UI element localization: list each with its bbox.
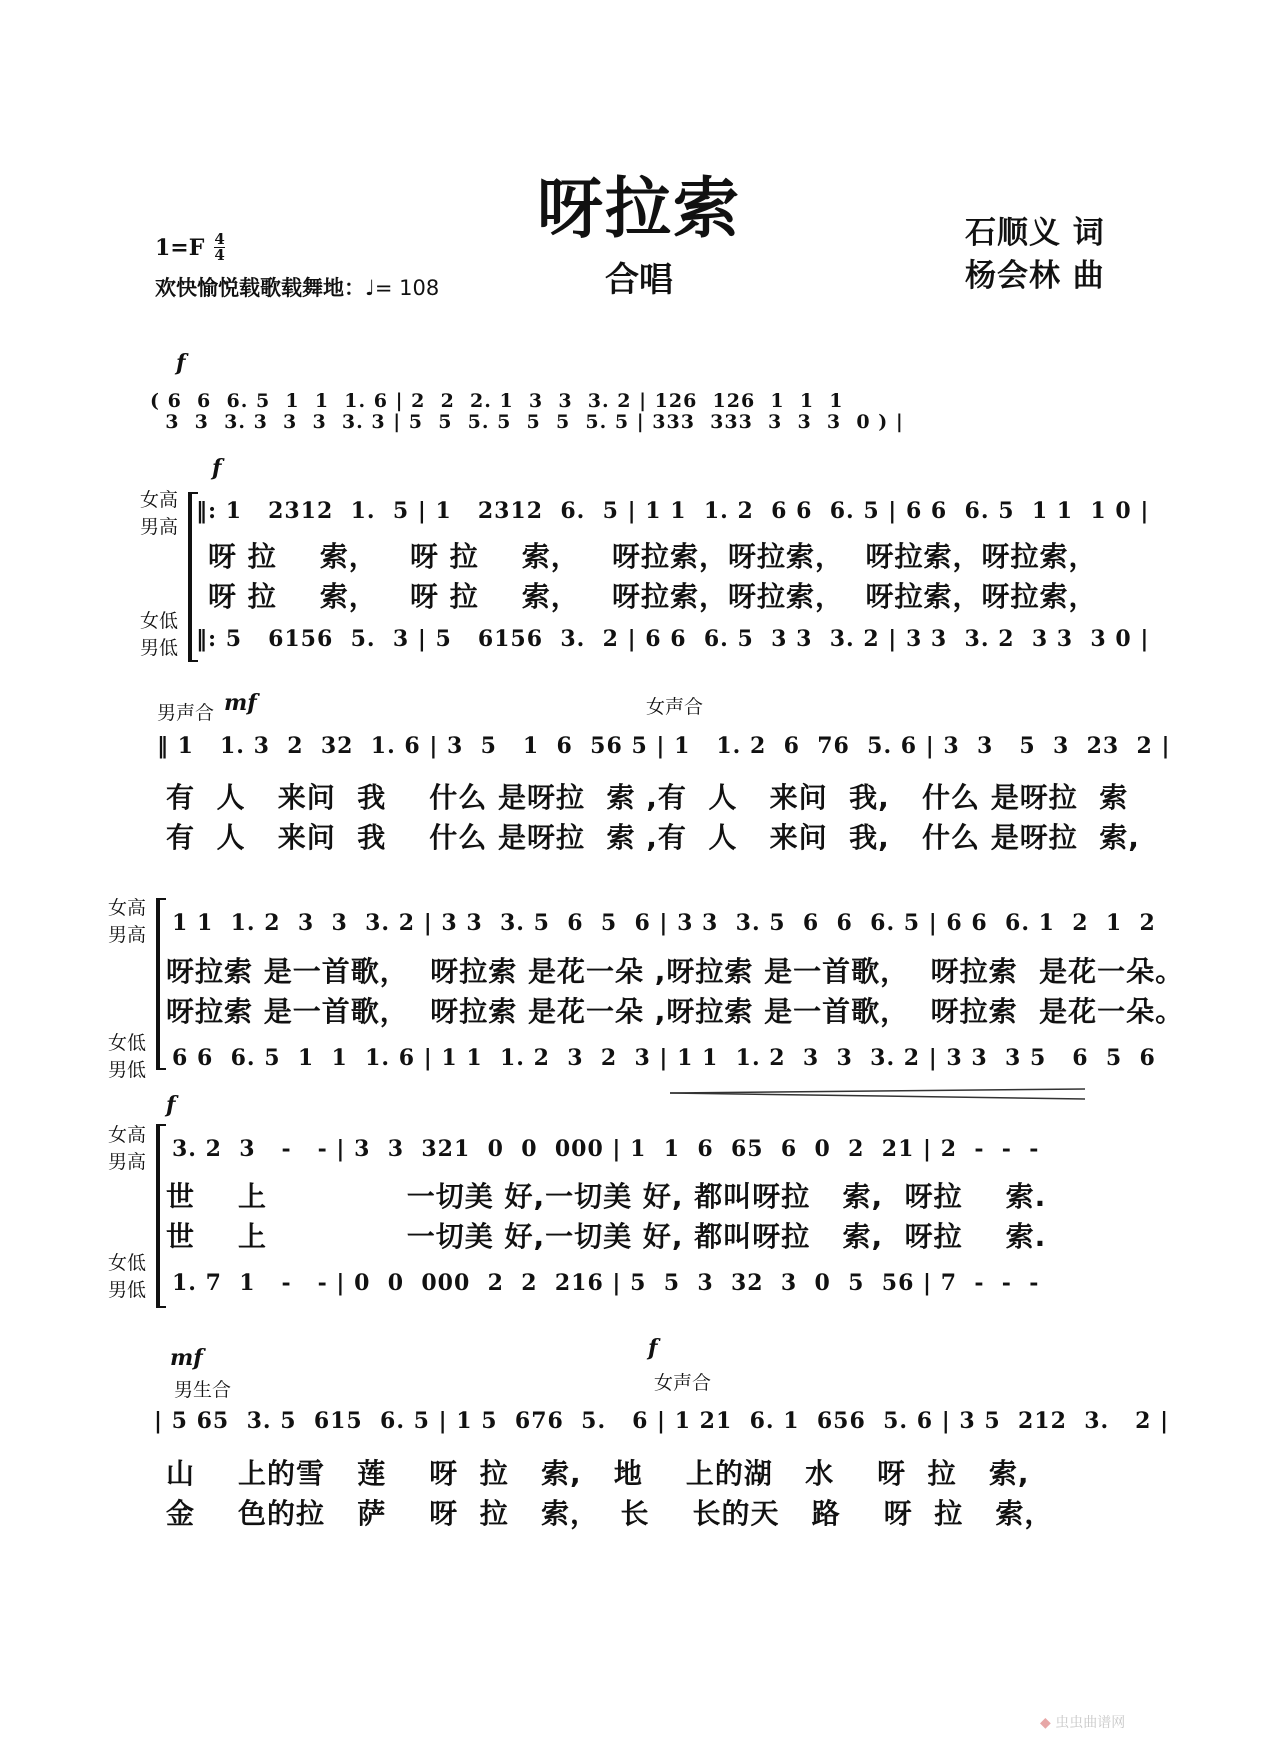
composer-credit: 杨会林 曲: [965, 258, 1105, 294]
dynamic-mezzo-forte: mf: [170, 1345, 203, 1371]
label-soprano: 女高: [108, 1124, 147, 1146]
system3-lyrics-verse2: 呀拉索 是一首歌， 呀拉索 是花一朵 ,呀拉索 是一首歌， 呀拉索 是花一朵。: [166, 995, 1185, 1028]
system1-lyrics-verse1: 呀 拉 索， 呀 拉 索， 呀拉索，呀拉索， 呀拉索，呀拉索，: [208, 540, 1098, 573]
voice-label-lower: [108, 1030, 146, 1084]
intro-lower-notes: 3 3 3. 3 3 3 3. 3 | 5 5 5. 5 5 5 5. 5 | 333 333 3 3 3 0 ) |: [150, 411, 904, 433]
intro-upper-notes: ( 6 6 6. 5 1 1 1. 6 | 2 2 2. 1 3 3 3. 2 | 126 126 1 1 1: [150, 390, 844, 412]
voice-label-upper: [140, 487, 178, 541]
system4-upper-notes: 3. 2 3 - - | 3 3 321 0 0 000 | 1 1 6 65 6 0 2 21 | 2 - - -: [172, 1136, 1040, 1162]
system2-notes: ‖ 1 1. 3 2 32 1. 6 | 3 5 1 6 56 5 | 1 1. 2 6 76 5. 6 | 3 3 5 3 23 2 |: [157, 733, 1171, 759]
dynamic-forte: f: [648, 1335, 658, 1361]
system2-lyrics-verse2: 有 人 来问 我 什么 是呀拉 索 ,有 人 来问 我, 什么 是呀拉 索,: [166, 821, 1140, 854]
time-sig-top: 4: [214, 230, 225, 248]
system5-lyrics-verse1: 山 上的雪 莲 呀 拉 索, 地 上的湖 水 呀 拉 索,: [166, 1457, 1030, 1490]
system3-lyrics-verse1: 呀拉索 是一首歌， 呀拉索 是花一朵 ,呀拉索 是一首歌， 呀拉索 是花一朵。: [166, 955, 1185, 988]
time-sig-bottom: 4: [214, 246, 225, 264]
label-alto: 女低: [140, 610, 179, 632]
section-label-female-chorus: 女声合: [646, 696, 704, 718]
system3-lower-notes: 6 6 6. 5 1 1 1. 6 | 1 1 1. 2 3 2 3 | 1 1 1. 2 3 3 3. 2 | 3 3 3 5 6 5 6: [172, 1045, 1156, 1071]
system4-lower-notes: 1. 7 1 - - | 0 0 000 2 2 216 | 5 5 3 32 3 0 5 56 | 7 - - -: [172, 1270, 1040, 1296]
system-bracket: [156, 898, 166, 1070]
label-bass: 男低: [108, 1059, 147, 1081]
quarter-note-icon: ♩: [365, 276, 375, 300]
song-subtitle: 合唱: [605, 260, 673, 300]
tempo-marking: [155, 272, 439, 302]
label-bass: 男低: [140, 637, 179, 659]
label-bass: 男低: [108, 1279, 147, 1301]
system4-lyrics-verse2: 世 上 一切美 好,一切美 好, 都叫呀拉 索, 呀拉 索.: [166, 1220, 1047, 1253]
section-label-male-chorus: 男生合: [174, 1379, 232, 1401]
section-label-female-chorus: 女声合: [654, 1372, 712, 1394]
label-soprano: 女高: [108, 897, 147, 919]
system2-lyrics-verse1: 有 人 来问 我 什么 是呀拉 索 ,有 人 来问 我, 什么 是呀拉 索: [166, 781, 1129, 814]
dynamic-mezzo-forte: mf: [224, 690, 257, 716]
system-bracket: [156, 1124, 166, 1308]
watermark-text: 虫虫曲谱网: [1055, 1715, 1126, 1731]
system1-upper-notes: ‖: 1 2312 1. 5 | 1 2312 6. 5 | 1 1 1. 2 6 6 6. 5 | 6 6 6. 5 1 1 1 0 |: [196, 498, 1150, 524]
tempo-text: 欢快愉悦载歌载舞地：: [155, 276, 365, 300]
label-tenor: 男高: [108, 1151, 147, 1173]
lyricist-credit: 石顺义 词: [965, 215, 1105, 251]
key-signature: [155, 232, 225, 263]
label-tenor: 男高: [140, 516, 179, 538]
label-alto: 女低: [108, 1032, 147, 1054]
tempo-value: = 108: [374, 276, 440, 300]
key-label: 1=F: [155, 234, 205, 261]
time-signature: [214, 232, 224, 263]
dynamic-forte: f: [212, 455, 222, 481]
label-alto: 女低: [108, 1252, 147, 1274]
dynamic-forte: f: [176, 350, 186, 376]
voice-label-upper: [108, 895, 146, 949]
system5-lyrics-verse2: 金 色的拉 萨 呀 拉 索， 长 长的天 路 呀 拉 索，: [166, 1497, 1054, 1530]
song-title: 呀拉索: [537, 170, 741, 247]
label-tenor: 男高: [108, 924, 147, 946]
voice-label-lower: [108, 1250, 146, 1304]
system1-lower-notes: ‖: 5 6156 5. 3 | 5 6156 3. 2 | 6 6 6. 5 3 3 3. 2 | 3 3 3. 2 3 3 3 0 |: [196, 626, 1150, 652]
watermark: [1040, 1712, 1125, 1732]
system3-upper-notes: 1 1 1. 2 3 3 3. 2 | 3 3 3. 5 6 5 6 | 3 3 3. 5 6 6 6. 5 | 6 6 6. 1 2 1 2: [172, 910, 1156, 936]
section-label-male-chorus: 男声合: [157, 702, 215, 724]
watermark-logo-icon: ◆: [1040, 1715, 1051, 1731]
system1-lyrics-verse2: 呀 拉 索， 呀 拉 索， 呀拉索，呀拉索， 呀拉索，呀拉索，: [208, 580, 1098, 613]
voice-label-lower: [140, 608, 178, 662]
system5-notes: | 5 65 3. 5 615 6. 5 | 1 5 676 5. 6 | 1 21 6. 1 656 5. 6 | 3 5 212 3. 2 |: [154, 1408, 1170, 1434]
label-soprano: 女高: [140, 489, 179, 511]
system4-lyrics-verse1: 世 上 一切美 好,一切美 好, 都叫呀拉 索, 呀拉 索.: [166, 1180, 1047, 1213]
voice-label-upper: [108, 1122, 146, 1176]
dynamic-forte: f: [166, 1092, 176, 1118]
hairpin-icon: [670, 1088, 1090, 1104]
